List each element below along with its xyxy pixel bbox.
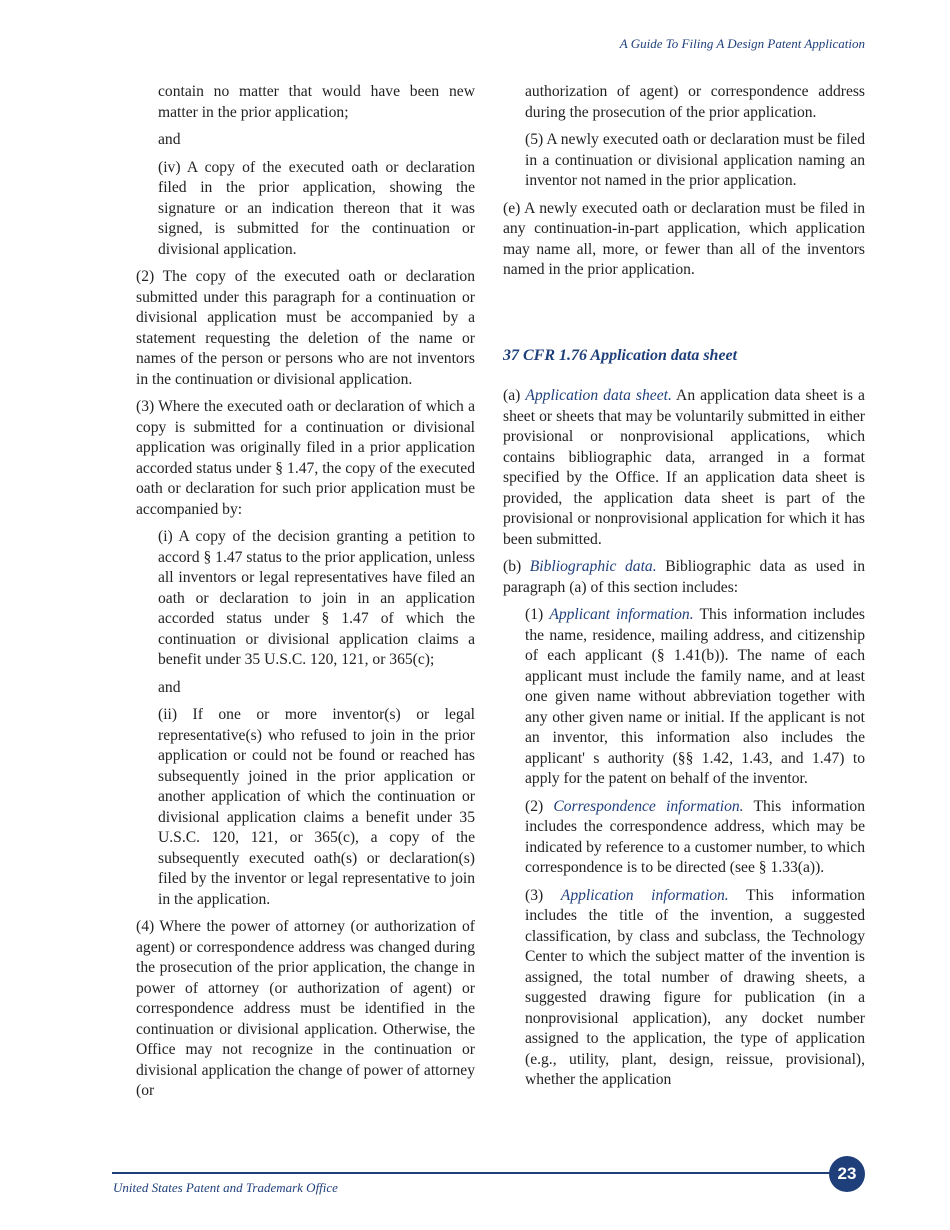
paragraph-ii: (ii) If one or more inventor(s) or legal representative(s) who refused to join in the prior application or could not be found or reached has subsequently joined in the prior application or another application of which the continuation or divisional application claims a benefit under 35 U.S.C. 120, 121, or 365(c), a copy of the subsequently executed oath(s) or declaration(s) filed by the inventor or legal representative to join in the application. — [158, 706, 475, 908]
paragraph-b3-text: This information includes the title of the invention, a suggested classification, by class and subclass, the Technology Center to which the subject matter of the invention is assigned, the total number of drawing sheets, a suggested drawing figure for publication (in a nonprovisional application), any docket number assigned to the application, the type of application (e.g., utility, plant, design, reissue, provisional), whether the application — [525, 886, 865, 1088]
paragraph-b-prefix: (b) — [503, 558, 530, 575]
footer-rule — [112, 1172, 842, 1174]
term-correspondence-information: Correspondence information. — [553, 797, 744, 815]
paragraph-b1 — [525, 605, 865, 790]
section-heading: 37 CFR 1.76 Application data sheet — [503, 346, 738, 364]
paragraph-a-prefix: (a) — [503, 387, 526, 404]
paragraph-b-text: Bibliographic data as used in paragraph (a) of this section includes: — [503, 558, 865, 596]
paragraph-2: (2) The copy of the executed oath or declaration submitted under this paragraph for a continuation or divisional application must be accompanied by a statement requesting the deletion of the name or names of the person or persons who are not inventors in the continuation or divisional application. — [136, 268, 475, 388]
paragraph-i: (i) A copy of the decision granting a petition to accord § 1.47 status to the prior application, unless all inventors or legal representatives have filed an oath or declaration to join in an application accorded status under § 1.47 of which the continuation or divisional application claims a benefit under 35 U.S.C. 120, 121, or 365(c); — [158, 528, 475, 668]
term-application-data-sheet: Application data sheet. — [525, 387, 672, 404]
paragraph-a-text: An application data sheet is a sheet or sheets that may be voluntarily submitted in either provisional or nonprovisional applications, which contains bibliographic data, arranged in a format specified by the Office. If an application data sheet is provided, the application data sheet is part of the provisional or nonprovisional application for which it has been submitted. — [503, 387, 865, 548]
paragraph-3: (3) Where the executed oath or declaration of which a copy is submitted for a continuation or divisional application was originally filed in a prior application accorded status under § 1.47, the copy of the executed oath or declaration for such prior application must be accompanied by: — [136, 398, 475, 518]
paragraph-4: (4) Where the power of attorney (or authorization of agent) or correspondence address was changed during the prosecution of the prior application, the change in power of attorney (or authorization of agent) or correspondence address must be identified in the continuation or divisional application. Otherwise, the Office may not recognize in the continuation or divisional application the change of power of attorney (or — [136, 918, 475, 1099]
paragraph-b2-prefix: (2) — [525, 797, 554, 815]
paragraph-a — [503, 386, 865, 550]
term-bibliographic-data: Bibliographic data. — [529, 558, 657, 575]
conjunction-and: and — [158, 131, 181, 148]
paragraph-b1-text: This information includes the name, residence, mailing address, and citizenship of each applicant (§ 1.41(b)). The name of each applicant must include the family name, and at least one given name without abbreviation together with any other given name or initial. If the applicant is not an inventor, this information also includes the applicant' s authority (§§ 1.42, 1.43, and 1.47) to apply for the patent on behalf of the inventor. — [525, 606, 865, 787]
term-application-information: Application information. — [560, 886, 729, 904]
paragraph-iii-continued: contain no matter that would have been new matter in the prior application; — [158, 83, 475, 121]
paragraph-b3-prefix: (3) — [525, 886, 561, 904]
left-column — [136, 82, 475, 1109]
paragraph-b3 — [525, 886, 865, 1091]
paragraph-e: (e) A newly executed oath or declaration must be filed in any continuation-in-part application, which application may name all, more, or fewer than all of the inventors named in the prior application. — [503, 199, 865, 278]
paragraph-b2 — [525, 797, 865, 879]
conjunction-and-2: and — [158, 678, 181, 696]
paragraph-4-continued: authorization of agent) or correspondence address during the prosecution of the prior application. — [525, 83, 865, 121]
paragraph-b1-prefix: (1) — [525, 606, 550, 623]
paragraph-b2-text: This information includes the correspondence address, which may be indicated by reference to a customer number, to which correspondence is to be directed (see § 1.33(a)). — [525, 797, 865, 876]
term-applicant-information: Applicant information. — [549, 606, 694, 623]
paragraph-iv: (iv) A copy of the executed oath or declaration filed in the prior application, showing the signature or an indication thereon that it was signed, is submitted for the continuation or divisional application. — [158, 158, 475, 258]
paragraph-b — [503, 557, 865, 598]
page-number-badge: 23 — [829, 1156, 865, 1192]
right-column — [503, 82, 865, 1098]
running-header: A Guide To Filing A Design Patent Application — [619, 36, 865, 51]
paragraph-5: (5) A newly executed oath or declaration must be filed in a continuation or divisional application naming an inventor not named in the prior application. — [525, 131, 865, 189]
footer-office-name: United States Patent and Trademark Office — [113, 1180, 338, 1195]
